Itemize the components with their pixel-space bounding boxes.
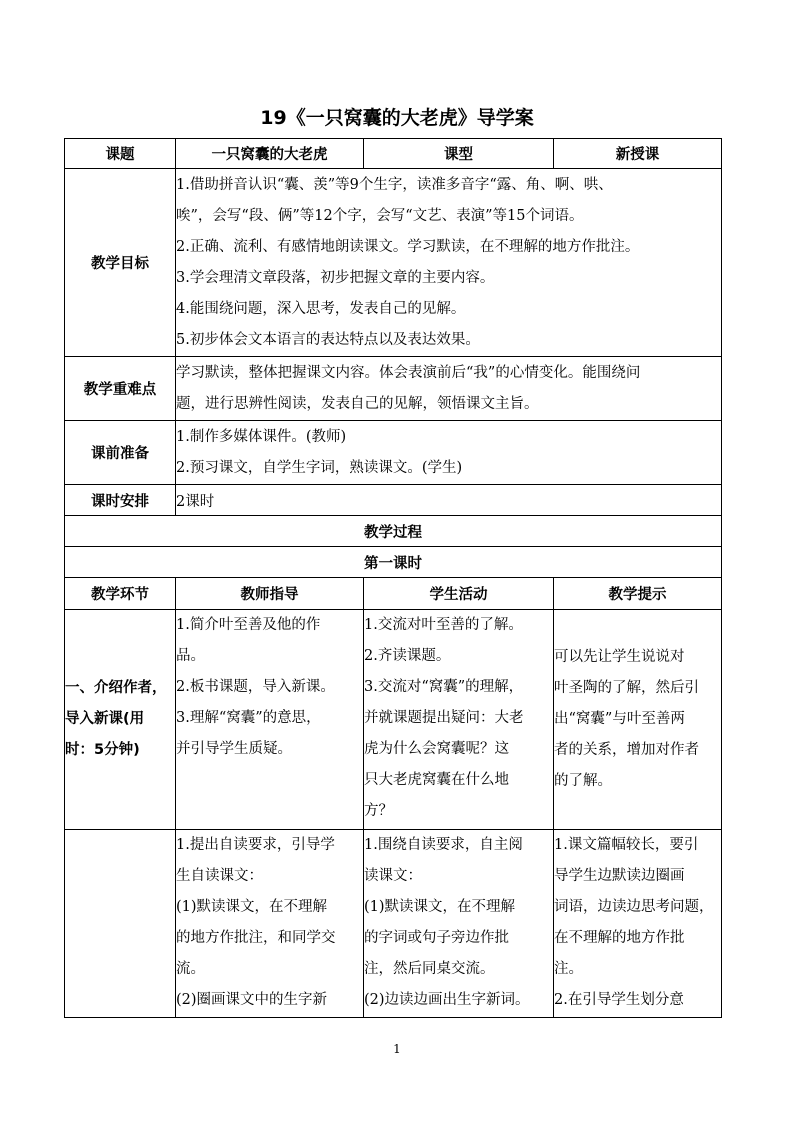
student-line: 虎为什么会窝囊呢？这 (364, 741, 509, 757)
column-header-stage: 教学环节 (65, 578, 176, 610)
student-line: 并就课题提出疑问：大老 (364, 710, 524, 726)
tips-line: 1.课文篇幅较长，要引 (554, 837, 699, 853)
teacher-line: 流。 (176, 961, 205, 977)
key-points-content (176, 357, 722, 421)
topic-value: 一只窝囊的大老虎 (176, 139, 364, 169)
tips-line: 可以先让学生说说对 (554, 649, 685, 665)
student-line: (2)边读边画出生字新词。 (364, 992, 530, 1008)
stage-line: 一、介绍作者， (65, 680, 167, 696)
type-value: 新授课 (554, 139, 722, 169)
column-header-tips: 教学提示 (554, 578, 722, 610)
stage-line: 时：5分钟) (65, 742, 140, 758)
student-line: 的字词或句子旁边作批 (364, 930, 509, 946)
student-line: 读课文： (364, 868, 422, 884)
teacher-cell (176, 610, 364, 830)
goals-content (176, 169, 722, 357)
teacher-line: 品。 (176, 648, 205, 664)
table-row (65, 830, 722, 1018)
student-line: 方？ (364, 803, 393, 819)
lesson-plan-table (64, 138, 722, 1018)
preparation-label: 课前准备 (65, 421, 176, 485)
tips-line: 者的关系，增加对作者 (554, 742, 699, 758)
goals-row (65, 169, 722, 357)
page-number: 1 (393, 1042, 401, 1056)
tips-line: 出“窝囊”与叶至善两 (554, 711, 685, 727)
preparation-row (65, 421, 722, 485)
teacher-line: 的地方作批注，和同学交 (176, 930, 336, 946)
student-line: 1.围绕自读要求，自主阅 (364, 837, 523, 853)
teacher-line: 1.简介叶至善及他的作 (176, 617, 321, 633)
student-line: 注，然后同桌交流。 (364, 961, 495, 977)
teacher-line: 1.提出自读要求，引导学 (176, 837, 335, 853)
preparation-line: 2.预习课文，自学生字词，熟读课文。(学生) (176, 459, 463, 476)
tips-line: 叶圣陶的了解，然后引 (554, 680, 699, 696)
teacher-line: (1)默读课文，在不理解 (176, 899, 328, 915)
schedule-label: 课时安排 (65, 485, 176, 516)
lesson-title: 第一课时 (65, 547, 722, 578)
goals-label: 教学目标 (65, 169, 176, 357)
tips-line: 在不理解的地方作批 (554, 930, 685, 946)
type-label: 课型 (364, 139, 554, 169)
student-line: (1)默读课文，在不理解 (364, 899, 516, 915)
key-points-row (65, 357, 722, 421)
student-line: 只大老虎窝囊在什么地 (364, 772, 509, 788)
tips-line: 的了解。 (554, 773, 612, 789)
teacher-line: 3.理解“窝囊”的意思， (176, 710, 321, 726)
preparation-content (176, 421, 722, 485)
tips-line: 词语，边读边思考问题， (554, 899, 714, 915)
goal-line: 1.借助拼音认识“囊、羡”等9个生字，读准多音字“露、角、啊、哄、 (176, 176, 613, 193)
topic-label: 课题 (65, 139, 176, 169)
column-header-row (65, 578, 722, 610)
stage-cell (65, 610, 176, 830)
process-title-row (65, 516, 722, 547)
student-cell (364, 610, 554, 830)
column-header-student: 学生活动 (364, 578, 554, 610)
process-title: 教学过程 (65, 516, 722, 547)
goal-line: 3.学会理清文章段落，初步把握文章的主要内容。 (176, 269, 495, 286)
key-point-line: 学习默读，整体把握课文内容。体会表演前后“我”的心情变化。能围绕问 (176, 364, 641, 381)
goal-line: 2.正确、流利、有感情地朗读课文。学习默读，在不理解的地方作批注。 (176, 238, 640, 255)
goal-line: 4.能围绕问题，深入思考，发表自己的见解。 (176, 300, 466, 317)
student-cell (364, 830, 554, 1018)
key-point-line: 题，进行思辨性阅读，发表自己的见解，领悟课文主旨。 (176, 395, 539, 412)
tips-cell (554, 610, 722, 830)
tips-line: 导学生边默读边圈画 (554, 868, 685, 884)
schedule-value: 2课时 (176, 485, 722, 516)
stage-cell (65, 830, 176, 1018)
page-title: 19《一只窝囊的大老虎》导学案 (260, 107, 534, 129)
teacher-line: 并引导学生质疑。 (176, 741, 292, 757)
student-line: 1.交流对叶至善的了解。 (364, 617, 523, 633)
key-points-label: 教学重难点 (65, 357, 176, 421)
header-row (65, 139, 722, 169)
student-line: 3.交流对“窝囊”的理解， (364, 679, 524, 695)
teacher-line: (2)圈画课文中的生字新 (176, 992, 328, 1008)
goal-line: 5.初步体会文本语言的表达特点以及表达效果。 (176, 331, 480, 348)
column-header-teacher: 教师指导 (176, 578, 364, 610)
student-line: 2.齐读课题。 (364, 648, 451, 664)
schedule-row (65, 485, 722, 516)
stage-line: 导入新课(用 (65, 711, 145, 727)
teacher-line: 2.板书课题，导入新课。 (176, 679, 335, 695)
tips-line: 2.在引导学生划分意 (554, 992, 684, 1008)
tips-line: 注。 (554, 961, 583, 977)
table-row (65, 610, 722, 830)
teacher-line: 生自读课文： (176, 868, 263, 884)
preparation-line: 1.制作多媒体课件。(教师) (176, 428, 347, 445)
lesson-title-row (65, 547, 722, 578)
goal-line: 唉”，会写“段、俩”等12个字，会写“文艺、表演”等15个词语。 (176, 207, 584, 224)
teacher-cell (176, 830, 364, 1018)
tips-cell (554, 830, 722, 1018)
